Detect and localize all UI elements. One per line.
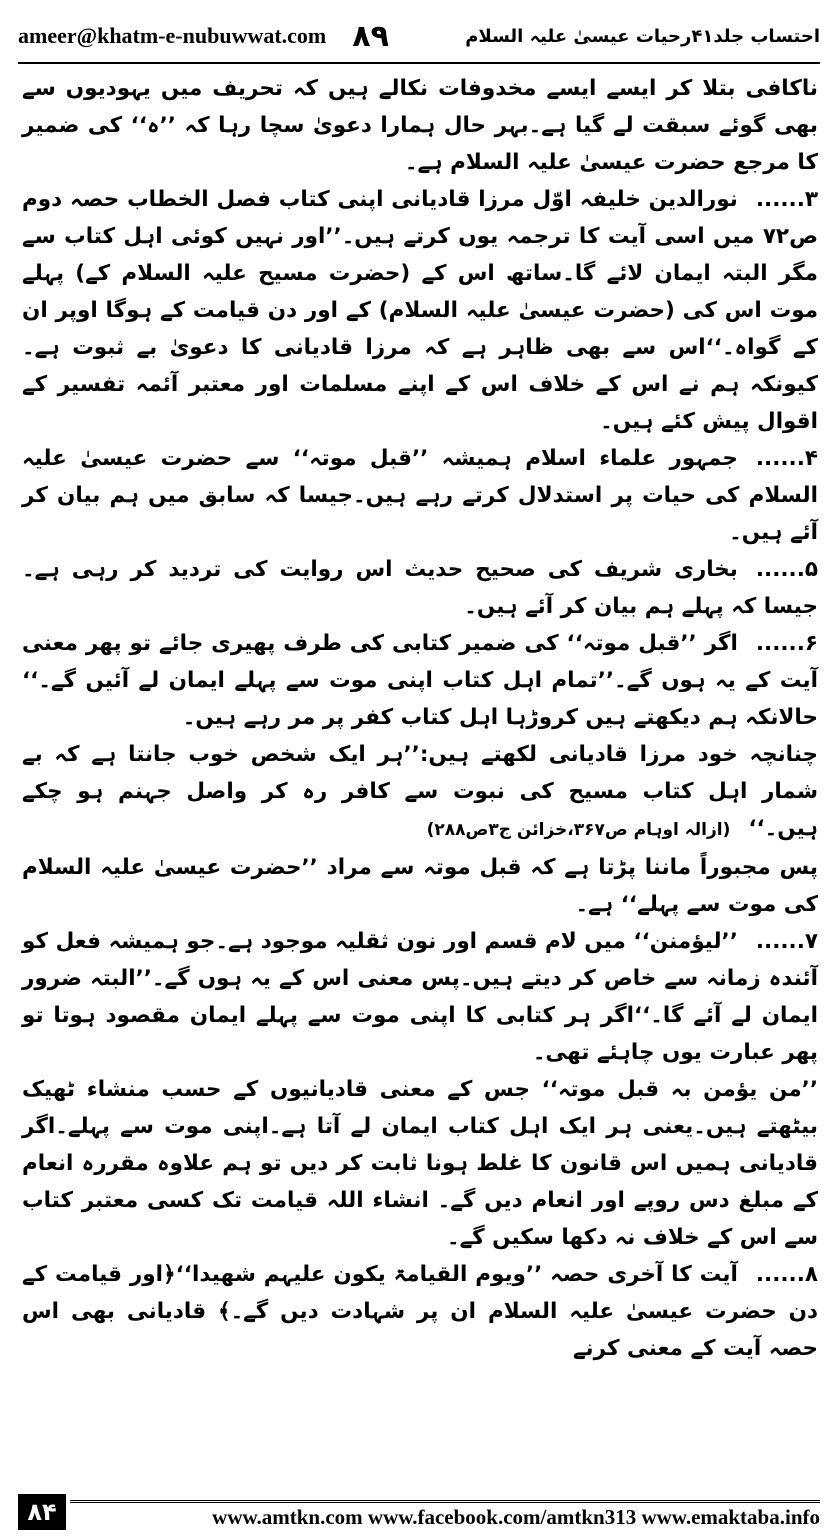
item-number: ۵...... (755, 557, 818, 582)
item-number: ۷...... (755, 929, 818, 954)
header-divider (18, 62, 820, 64)
paragraph (22, 923, 818, 1071)
item-number: ۳...... (755, 187, 818, 212)
header-book-title: احتساب جلد۴۱رحیات عیسیٰ علیہ السلام (465, 25, 820, 47)
paragraph: ’’من یؤمن بہ قبل موتہ‘‘ جس کے معنی قادیانیوں کے حسب منشاء ٹھیک بیٹھتے ہیں۔یعنی ہر ایک اہل کتاب ایمان لے آتا ہے۔اپنی موت سے پہلے۔اگر قادیانی ہمیں اس قانون کا غلط ہونا ثابت کر دیں تو ہم علاوہ مقررہ انعام کے مبلغ دس روپے اور انعام دیں گے۔ انشاء اللہ قیامت تک کسی معتبر کتاب سے اس کے خلاف نہ دکھا سکیں گے۔ (22, 1077, 818, 1250)
paragraph (22, 440, 818, 551)
paragraph-text: اگر ’’قبل موتہ‘‘ کی ضمیر کتابی کی طرف پھیری جائے تو پھر معنی آیت کے یہ ہوں گے۔’’تمام اہل کتاب اپنی موت سے پہلے ایمان لے آئیں گے۔‘‘ حالانکہ ہم دیکھتے ہیں کروڑہا اہل کتاب کفر پر مر رہے ہیں۔ (22, 631, 818, 730)
footer-divider (70, 1500, 820, 1503)
paragraph-text: چنانچہ خود مرزا قادیانی لکھتے ہیں:’’ہر ایک شخص خوب جانتا ہے کہ بے شمار اہل کتاب مسیح کی نبوت سے کافر رہ کر واصل جہنم ہو چکے ہیں۔‘‘ (22, 742, 818, 841)
item-number: ۴...... (755, 446, 818, 471)
footer-page-number: ۸۴ (18, 1494, 66, 1530)
paragraph (22, 625, 818, 736)
item-number: ۸...... (755, 1262, 818, 1287)
paragraph-text: ’’لیؤمنن‘‘ میں لام قسم اور نون ثقلیہ موجود ہے۔جو ہمیشہ فعل کو آئندہ زمانہ سے خاص کر دیتے ہیں۔پس معنی اس کے یہ ہوں گے۔’’البتہ ضرور ایمان لے آئے گا۔‘‘اگر ہر کتابی کا اپنی موت سے پہلے ایمان مقصود ہوتا تو پھر عبارت یوں چاہئے تھی۔ (22, 929, 818, 1065)
paragraph-text: آیت کا آخری حصہ ’’ویوم القیامۃ یکون علیہم شھیدا‘‘﴿اور قیامت کے دن حضرت عیسیٰ علیہ السلام ان پر شہادت دیں گے۔﴾ قادیانی بھی اس حصہ آیت کے معنی کرنے (22, 1262, 818, 1361)
header-left (18, 19, 389, 54)
page-header (18, 14, 820, 58)
paragraph-text: بخاری شریف کی صحیح حدیث اس روایت کی تردید کر رہی ہے۔جیسا کہ پہلے ہم بیان کر آئے ہیں۔ (22, 557, 818, 619)
citation: (ازالہ اوہام ص۳۶۷،خزائن ج۳ص۲۸۸) (426, 820, 731, 840)
footer-websites: www.amtkn.com www.facebook.com/amtkn313 www.emaktaba.info (212, 1505, 820, 1529)
page-footer (18, 1494, 820, 1530)
paragraph: پس مجبوراً ماننا پڑتا ہے کہ قبل موتہ سے مراد ’’حضرت عیسیٰ علیہ السلام کی موت سے پہلے‘‘ ہے۔ (22, 855, 818, 917)
paragraph-text: جمہور علماء اسلام ہمیشہ ’’قبل موتہ‘‘ سے حضرت عیسیٰ علیہ السلام کی حیات پر استدلال کرتے رہے ہیں۔جیسا کہ سابق میں ہم بیان کر آئے ہیں۔ (22, 446, 818, 545)
item-number: ۶...... (755, 631, 818, 656)
paragraph (22, 551, 818, 625)
header-page-number: ۸۹ (352, 18, 389, 54)
paragraph (22, 1256, 818, 1367)
paragraph: ناکافی بتلا کر ایسے ایسے مخدوفات نکالے ہیں کہ تحریف میں یہودیوں سے بھی گوئے سبقت لے گیا ہے۔بہر حال ہمارا دعویٰ سچا رہا کہ ’’ہ‘‘ کی ضمیر کا مرجع حضرت عیسیٰ علیہ السلام ہے۔ (22, 76, 818, 175)
page-body (22, 70, 818, 1470)
paragraph (22, 181, 818, 440)
header-email: ameer@khatm-e-nubuwwat.com (18, 23, 327, 48)
paragraph-text: نورالدین خلیفہ اوّل مرزا قادیانی اپنی کتاب فصل الخطاب حصہ دوم ص۷۲ میں اسی آیت کا ترجمہ یوں کرتے ہیں۔’’اور نہیں کوئی اہل کتاب سے مگر البتہ ایمان لائے گا۔ساتھ اس کے (حضرت مسیح علیہ السلام کے) پہلے موت اس کی (حضرت عیسیٰ علیہ السلام) کے اور دن قیامت کے ہوگا اوپر ان کے گواہ۔‘‘اس سے بھی ظاہر ہے کہ مرزا قادیانی کا دعویٰ بے ثبوت ہے۔ کیونکہ ہم نے اس کے خلاف اس کے اپنے مسلمات اور معتبر آئمہ تفسیر کے اقوال پیش کئے ہیں۔ (22, 187, 818, 434)
footer-bar (66, 1494, 820, 1530)
paragraph (22, 736, 818, 849)
